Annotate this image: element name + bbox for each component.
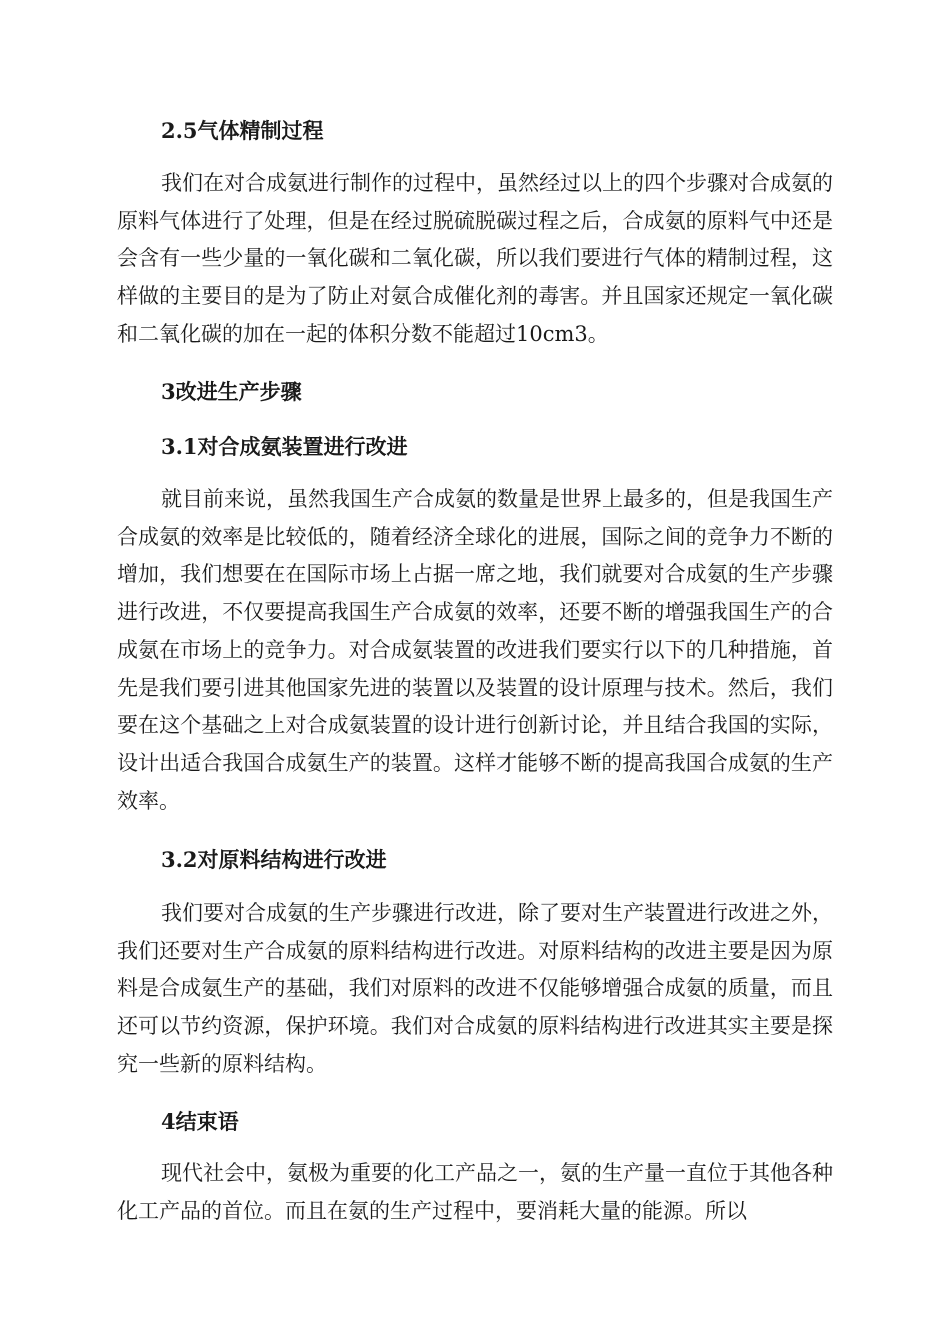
section-heading-4: 4结束语: [161, 1109, 239, 1134]
section-heading-2-5: 2.5气体精制过程: [161, 118, 324, 143]
paragraph-conclusion: 现代社会中，氨极为重要的化工产品之一，氨的生产量一直位于其他各种化工产品的首位。而且在氨的生产过程中，要消耗大量的能源。所以: [117, 1161, 833, 1223]
paragraph-raw-material-improvement: 我们要对合成氨的生产步骤进行改进，除了要对生产装置进行改进之外，我们还要对生产合成氨的原料结构进行改进。对原料结构的改进主要是因为原料是合成氨生产的基础，我们对原料的改进不仅能够增强合成氨的质量，而且还可以节约资源，保护环境。我们对合成氨的原料结构进行改进其实主要是探究一些新的原料结构。: [117, 901, 833, 1076]
section-heading-3-1: 3.1对合成氨装置进行改进: [161, 434, 408, 459]
section-heading-3-2: 3.2对原料结构进行改进: [161, 847, 387, 872]
section-heading-3: 3改进生产步骤: [161, 379, 302, 404]
paragraph-gas-refining: 我们在对合成氨进行制作的过程中，虽然经过以上的四个步骤对合成氨的原料气体进行了处理，但是在经过脱硫脱碳过程之后，合成氨的原料气中还是会含有一些少量的一氧化碳和二氧化碳，所以我们要进行气体的精制过程，这样做的主要目的是为了防止对氨合成催化剂的毒害。并且国家还规定一氧化碳和二氧化碳的加在一起的体积分数不能超过10cm3。: [117, 171, 833, 346]
paragraph-device-improvement: 就目前来说，虽然我国生产合成氨的数量是世界上最多的，但是我国生产合成氨的效率是比较低的，随着经济全球化的进展，国际之间的竞争力不断的增加，我们想要在在国际市场上占据一席之地，我们就要对合成氨的生产步骤进行改进，不仅要提高我国生产合成氨的效率，还要不断的增强我国生产的合成氨在市场上的竞争力。对合成氨装置的改进我们要实行以下的几种措施，首先是我们要引进其他国家先进的装置以及装置的设计原理与技术。然后，我们要在这个基础之上对合成氨装置的设计进行创新讨论，并且结合我国的实际，设计出适合我国合成氨生产的装置。这样才能够不断的提高我国合成氨的生产效率。: [117, 487, 833, 813]
